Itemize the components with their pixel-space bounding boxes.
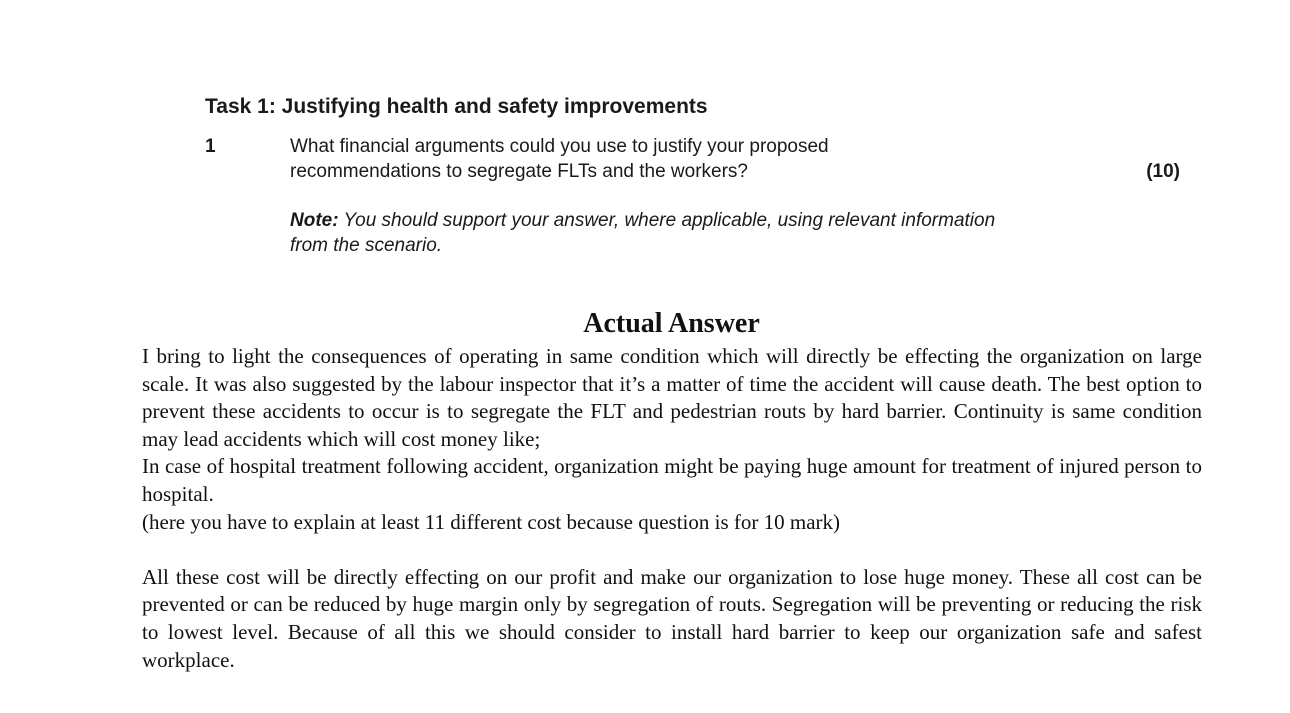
note-text: You should support your answer, where applicable, using relevant information from the scenario. (290, 210, 996, 256)
note-label: Note: (290, 210, 339, 231)
question-number: 1 (205, 136, 216, 157)
question-text: What financial arguments could you use to justify your proposed recommendations to segregate FLTs and the workers? (290, 136, 829, 182)
question-marks: (10) (1146, 161, 1180, 182)
answer-paragraph: (here you have to explain at least 11 different cost because question is for 10 mark) (142, 509, 841, 534)
answer-paragraph: In case of hospital treatment following accident, organization might be paying huge amount for treatment of injured person to hospital. (142, 454, 1202, 506)
question-row (205, 134, 1190, 186)
task-section (205, 92, 1190, 258)
paragraph-spacer (142, 536, 1202, 564)
answer-body (142, 343, 1202, 674)
answer-paragraph: All these cost will be directly effecting on our profit and make our organization to lose huge money. These all cost can be prevented or can be reduced by huge margin only by segregation of routs. Segregation will be preventing or reducing the risk to lowest level. Because of all this we should consider to install hard barrier to keep our organization safe and safest workplace. (142, 564, 1202, 672)
answer-heading: Actual Answer (583, 308, 760, 339)
task-title: Task 1: Justifying health and safety improvements (205, 95, 708, 118)
question-note (290, 208, 1010, 258)
answer-paragraph: I bring to light the consequences of operating in same condition which will directly be effecting the organization on large scale. It was also suggested by the labour inspector that it’s a matter of time the accident will cause death. The best option to prevent these accidents to occur is to segregate the FLT and pedestrian routs by hard barrier. Continuity is same condition may lead accidents which will cost money like; (142, 344, 1202, 451)
